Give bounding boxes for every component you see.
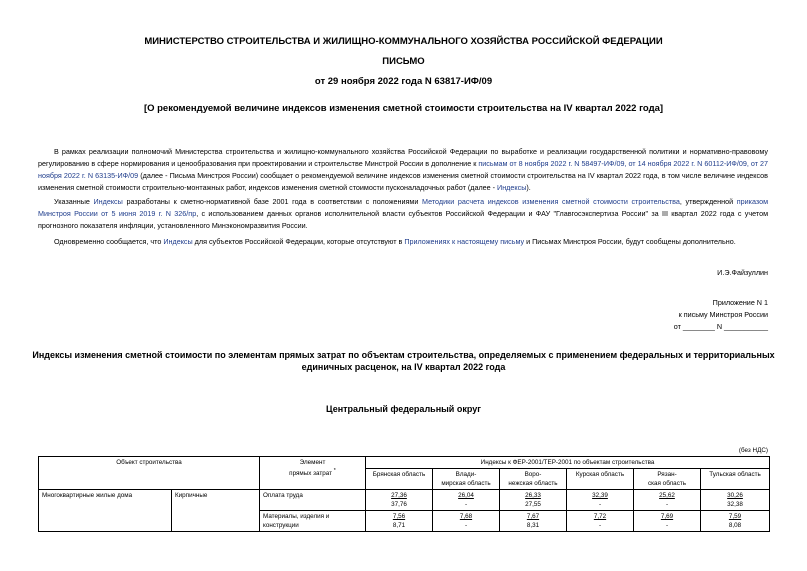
header-region <box>634 469 701 490</box>
paragraph-2-text-a: Указанные <box>54 197 94 206</box>
cell-element: Материалы, изделия и конструкции <box>260 511 366 532</box>
appendix-title: Приложение N 1 <box>712 298 768 307</box>
letters-link[interactable]: письмам от 8 ноября 2022 г. N 58497-ИФ/09, от 14 ноября 2022 г. N 60112-ИФ/09, от 27 ноября 2022 г. N 63135-ИФ/09 <box>38 159 768 180</box>
cell-type: Кирпичные <box>172 490 260 511</box>
cell-value: 7,68 - <box>433 511 500 532</box>
cell-value: 7,67 8,31 <box>500 511 567 532</box>
cell-object: Многоквартирные жилые дома <box>39 490 172 511</box>
vat-note: (без НДС) <box>738 447 768 454</box>
region-line: Влади- <box>455 471 477 478</box>
paragraph-2-text-b: разработаны к сметно-нормативной базе 2001 года в соответствии с положениями <box>122 197 422 206</box>
header-region: Брянская область <box>366 469 433 490</box>
header-element <box>260 457 366 490</box>
appendices-link[interactable]: Приложениях к настоящему письму <box>404 237 525 246</box>
appendix-heading: Индексы изменения сметной стоимости по элементам прямых затрат по объектам строительства, определяемых с применением федеральных и территориальных единичных расценок, на IV квартал 2022 года <box>32 350 775 372</box>
cell-value: 26,33 27,55 <box>500 490 567 511</box>
header-region <box>500 469 567 490</box>
paragraph-1-text-a: В рамках реализации полномочий Министерства строительства и жилищно-коммунального хозяйства Российской Федерации по выработке и реализации государственной политики и нормативно-правовому регулированию в сфере нормирования и ценообразования при проектировании и строительстве Минстрой России в дополнение к <box>38 147 768 168</box>
cell-value: 30,26 32,38 <box>701 490 770 511</box>
methodology-link[interactable]: Методики расчета индексов изменения сметной стоимости строительства <box>422 197 680 206</box>
header-indices: Индексы к ФЕР-2001/ТЕР-2001 по объектам строительства <box>366 457 770 469</box>
appendix-ref-number: от ________ N ___________ <box>673 322 768 331</box>
cell-value: 7,59 8,08 <box>701 511 770 532</box>
signature: И.Э.Файзуллин <box>717 268 768 277</box>
document-type: ПИСЬМО <box>382 56 425 67</box>
cell-element: Оплата труда <box>260 490 366 511</box>
header-object: Объект строительства <box>39 457 260 490</box>
paragraph-1 <box>38 146 768 194</box>
region-line: Воро- <box>524 471 542 478</box>
indices-link-3[interactable]: Индексы <box>163 237 193 246</box>
region-line: ская область <box>647 480 687 487</box>
cell-value: 7,72 - <box>567 511 634 532</box>
region-line: нежская область <box>508 480 558 487</box>
ministry-title: МИНИСТЕРСТВО СТРОИТЕЛЬСТВА И ЖИЛИЩНО-КОММУНАЛЬНОГО ХОЗЯЙСТВА РОССИЙСКОЙ ФЕДЕРАЦИИ <box>144 36 663 47</box>
header-region: Курская область <box>567 469 634 490</box>
header-element-line-2 <box>263 467 362 478</box>
paragraph-2-text-d: , с использованием данных органов исполнительной власти субъектов Российской Федерации и ФАУ "Главгосэкспертиза России" за III квартал 2022 года с учетом прогнозного показателя инфляции, установленного Минэкономразвития России. <box>38 209 769 230</box>
paragraph-3-text-a: Одновременно сообщается, что <box>54 237 164 246</box>
cell-value: 7,69 - <box>634 511 701 532</box>
header-region <box>433 469 500 490</box>
document-subject: [О рекомендуемой величине индексов изменения сметной стоимости строительства на IV квартал 2022 года] <box>143 103 664 114</box>
indices-link[interactable]: Индексы <box>497 183 527 192</box>
table-row <box>39 511 770 532</box>
header-region: Тульская область <box>701 469 770 490</box>
document-date: от 29 ноября 2022 года N 63817-ИФ/09 <box>314 76 493 87</box>
paragraph-1-text-c: ). <box>526 183 531 192</box>
table-row <box>39 490 770 511</box>
cell-object <box>39 511 172 532</box>
cell-type <box>172 511 260 532</box>
cell-value: 32,39 - <box>567 490 634 511</box>
indices-table <box>38 456 770 532</box>
paragraph-1-text-b: (далее - Письма Минстроя России) сообщает о рекомендуемой величине индексов изменения сметной стоимости строительства на IV квартал 2022 года, в том числе величине индексов изменения сметной стоимости строительно-монтажных работ, индексов изменения сметной стоимости пусконаладочных работ (далее - <box>38 171 768 192</box>
order-link[interactable]: приказом Минстроя России от 5 июня 2019 г. N 326/пр <box>38 197 769 218</box>
region-line: Рязан- <box>657 471 677 478</box>
header-element-line-1: Элемент <box>299 459 326 466</box>
paragraph-2-text-c: , утвержденной <box>679 197 737 206</box>
appendix-ref: к письму Минстроя России <box>678 310 768 319</box>
cell-value: 7,56 8,71 <box>366 511 433 532</box>
cell-value: 26,04 - <box>433 490 500 511</box>
region-line: мирская область <box>441 480 491 487</box>
paragraph-3-text-b: для субъектов Российской Федерации, которые отсутствуют в <box>192 237 405 246</box>
header-element-footnote: * <box>333 468 336 474</box>
paragraph-3-text-c: и Письмах Минстроя России, будут сообщены дополнительно. <box>524 237 736 246</box>
header-element-text: прямых затрат <box>289 470 333 478</box>
indices-link-2[interactable]: Индексы <box>93 197 123 206</box>
paragraph-2 <box>38 196 768 232</box>
district-title: Центральный федеральный округ <box>326 404 481 414</box>
paragraph-3 <box>38 236 768 248</box>
cell-value: 27,36 37,76 <box>366 490 433 511</box>
cell-value: 25,62 - <box>634 490 701 511</box>
